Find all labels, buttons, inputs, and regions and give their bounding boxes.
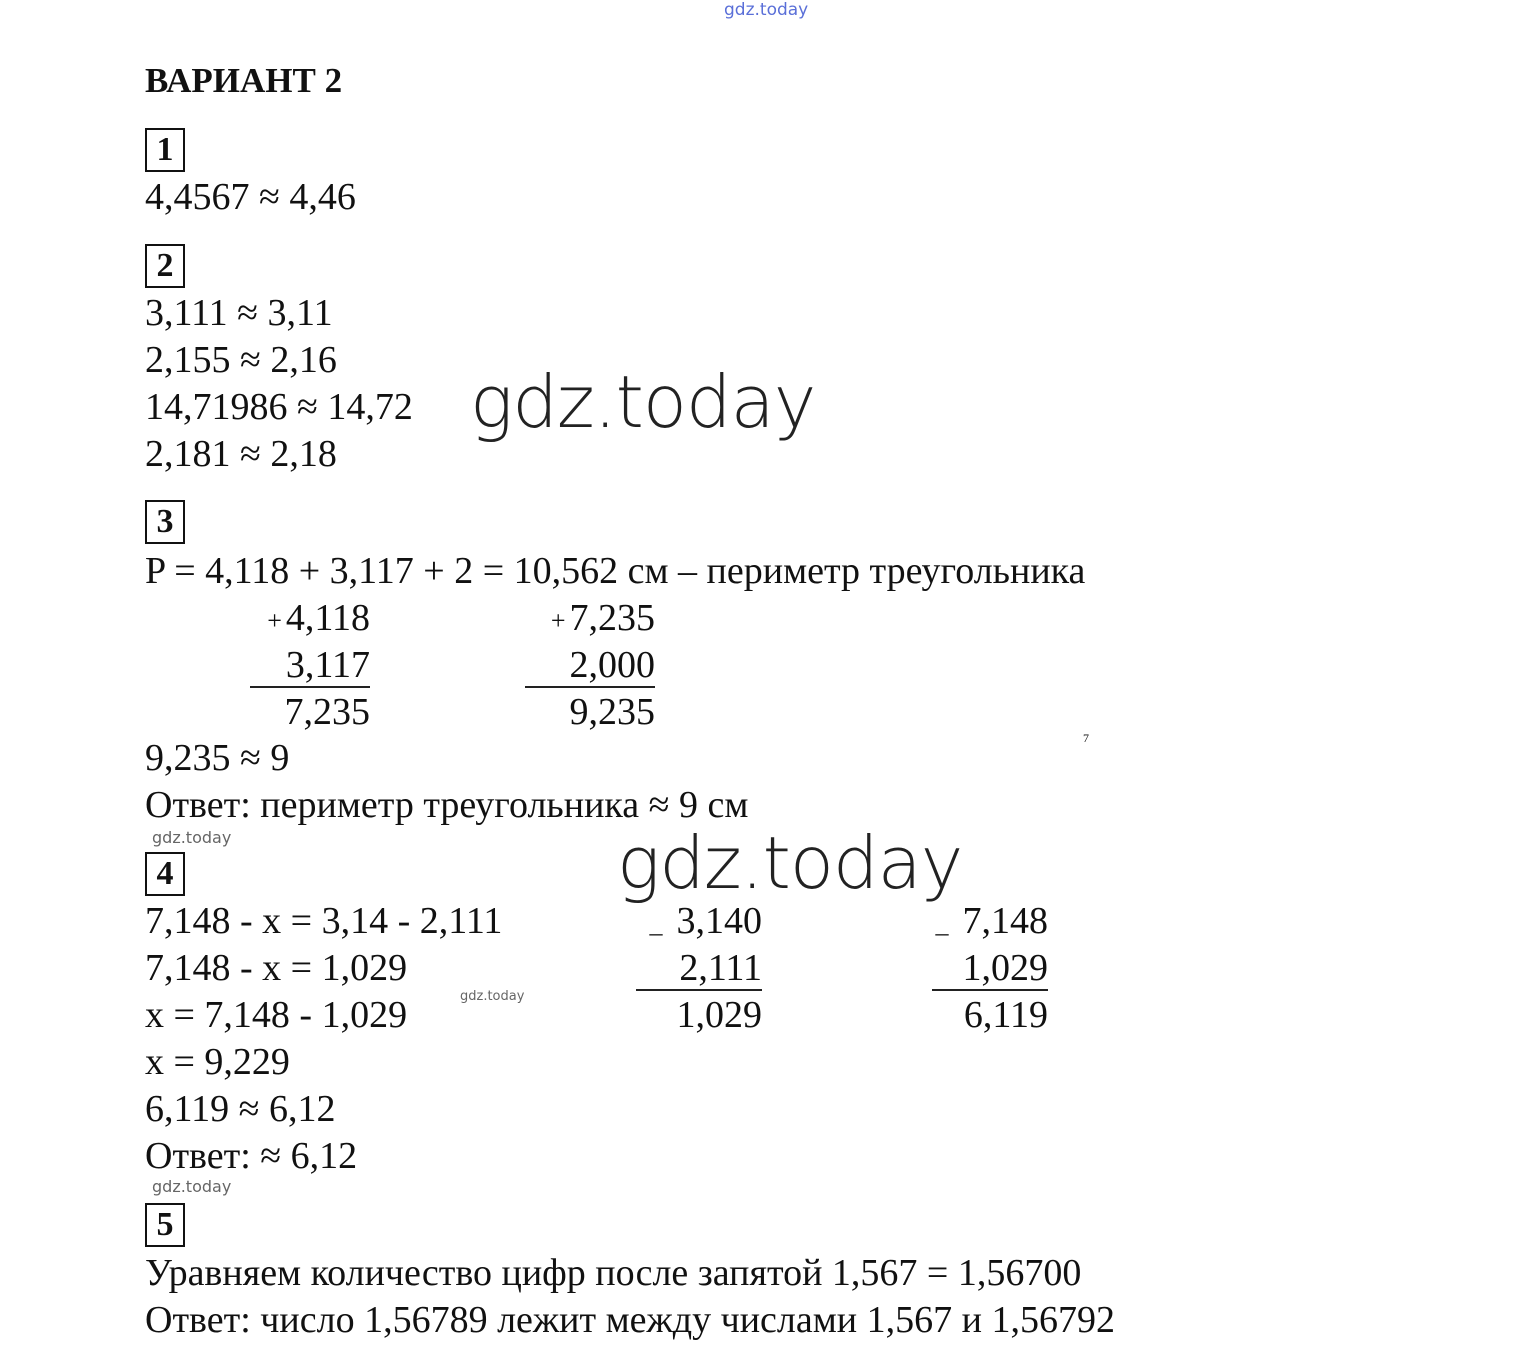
solution-line: 2,155 ≈ 2,16 [145,339,337,381]
answer-line: Ответ: число 1,56789 лежит между числами 1,567 и 1,56792 [145,1299,1115,1341]
task-number-box: 1 [145,128,185,172]
solution-line: x = 9,229 [145,1041,290,1083]
solution-line: 4,4567 ≈ 4,46 [145,176,356,218]
solution-line: 14,71986 ≈ 14,72 [145,386,413,428]
difference: 6,119 [963,994,1048,1036]
minus-sign: _ [935,909,949,939]
solution-line: 7,148 - x = 1,029 [145,947,408,989]
plus-sign: + [550,606,566,636]
addend: 7,235 [569,597,655,639]
subtrahend: 1,029 [932,949,1048,991]
solution-line: 7,148 - x = 3,14 - 2,111 [145,900,503,942]
solution-line: 3,111 ≈ 3,11 [145,292,333,334]
task-number-box: 5 [145,1203,185,1247]
column-addition [525,599,655,731]
plus-sign: + [267,606,282,636]
solution-line: P = 4,118 + 3,117 + 2 = 10,562 см – периметр треугольника [145,550,1086,592]
addend: 4,118 [285,597,370,639]
addend: 3,117 [250,646,370,688]
column-subtraction [932,902,1048,1034]
column-subtraction [636,902,762,1034]
answer-line: Ответ: ≈ 6,12 [145,1135,358,1177]
solution-line: Уравняем количество цифр после запятой 1,567 = 1,56700 [145,1252,1082,1294]
watermark: gdz.today [470,360,816,444]
minuend: 3,140 [676,900,762,942]
solution-line: 6,119 ≈ 6,12 [145,1088,336,1130]
addend: 2,000 [525,646,655,688]
task-number-box: 4 [145,852,185,896]
minuend: 7,148 [962,900,1048,942]
sum: 9,235 [569,691,655,733]
watermark: gdz.today [152,1177,232,1196]
watermark: gdz.today [460,989,525,1004]
solution-line: x = 7,148 - 1,029 [145,994,408,1036]
difference: 1,029 [676,994,762,1036]
task-number-box: 2 [145,244,185,288]
solution-line: 2,181 ≈ 2,18 [145,433,337,475]
task-number-box: 3 [145,500,185,544]
stray-mark: 7 [1083,731,1089,745]
subtrahend: 2,111 [636,949,762,991]
minus-sign: _ [649,909,663,939]
sum: 7,235 [284,691,370,733]
watermark: gdz.today [617,821,963,905]
watermark: gdz.today [724,0,809,20]
watermark: gdz.today [152,828,232,847]
column-addition [250,599,370,731]
solution-line: 9,235 ≈ 9 [145,737,290,779]
answer-line: Ответ: периметр треугольника ≈ 9 см [145,784,749,826]
page-title: ВАРИАНТ 2 [145,61,343,100]
